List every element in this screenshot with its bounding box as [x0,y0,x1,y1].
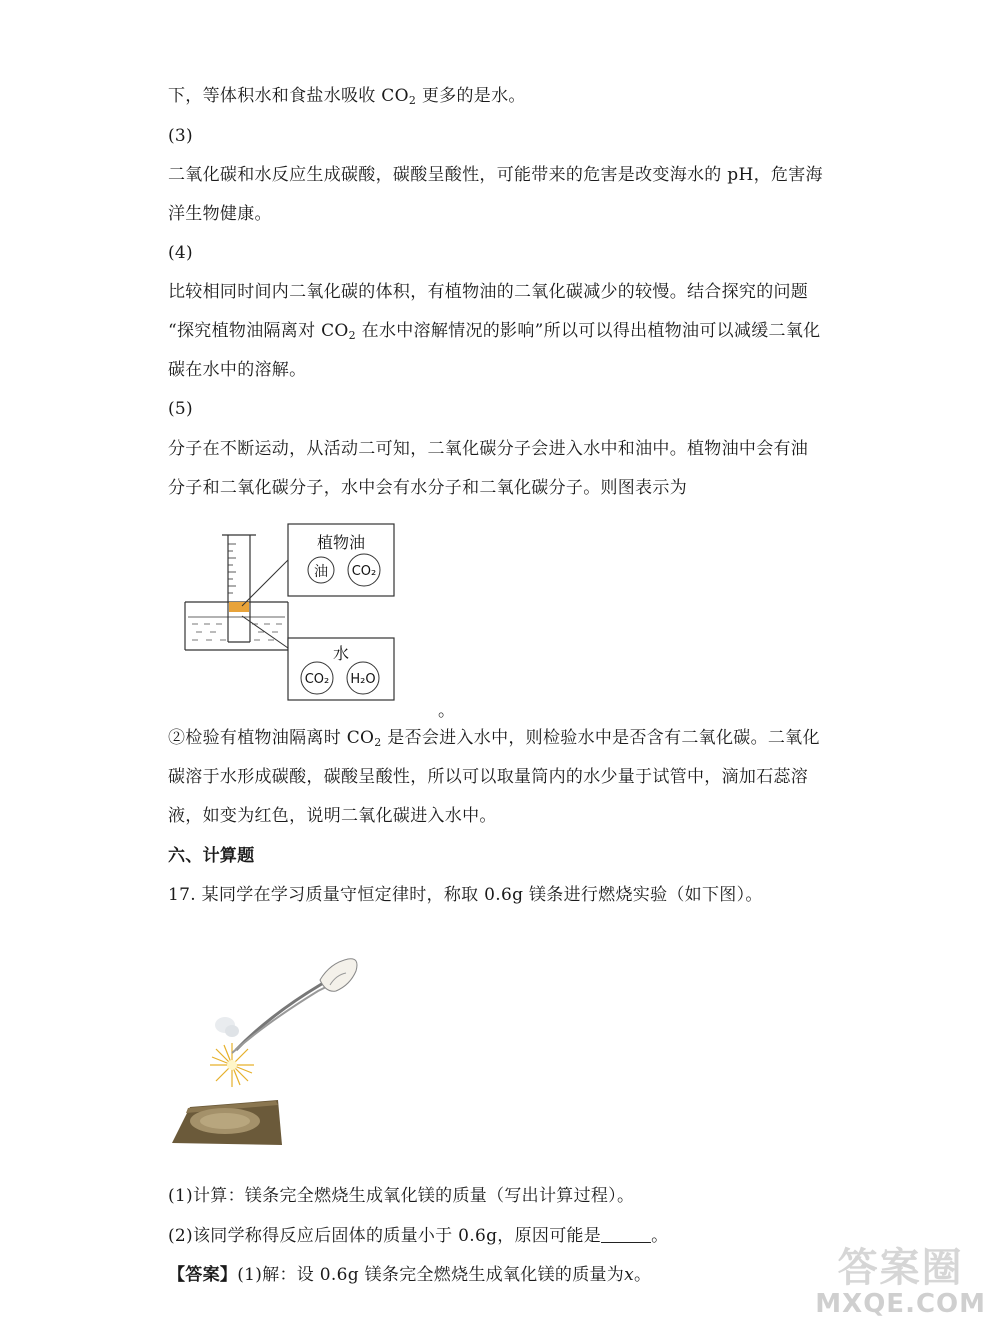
sub-question-2: (2)该同学称得反应后固体的质量小于 0.6g，原因可能是 。 [168,1226,669,1246]
text-line-8: 碳在水中的溶解。 [168,360,307,380]
text-line-5: (4) [168,243,193,263]
water-co2-molecule: CO₂ [304,672,330,687]
hand [320,959,357,992]
text-line-14: 碳溶于水形成碳酸，碳酸呈酸性，所以可以取量筒内的水少量于试管中，滴加石蕊溶 [168,767,809,787]
text-line-3: 二氧化碳和水反应生成碳酸，碳酸呈酸性，可能带来的危害是改变海水的 pH，危害海 [168,165,823,185]
watermark-logo [815,1236,986,1319]
molecule-diagram [180,520,410,705]
text-line-1: 下，等体积水和食盐水吸收 $CO_2$ 更多的是水。 [168,86,526,107]
text-line-4: 洋生物健康。 [168,204,272,224]
oil-title: 植物油 [316,533,366,552]
text-line-9: (5) [168,399,193,419]
water-h2o-molecule: H₂O [350,672,376,687]
text-line-13: ②检验有植物油隔离时 $CO_2$ 是否会进入水中，则检验水中是否含有二氧化碳。二氧化 [168,728,820,749]
question-17: 17. 某同学在学习质量守恒定律时，称取 0.6g 镁条进行燃烧实验（如下图）。 [168,885,763,905]
pointer-line-water [242,616,288,648]
oil-co2-molecule: CO₂ [351,564,377,579]
text-line-7: “探究植物油隔离对 $CO_2$ 在水中溶解情况的影响”所以可以得出植物油可以减缓二氧化 [168,321,821,342]
text-line-6: 比较相同时间内二氧化碳的体积，有植物油的二氧化碳减少的较慢。结合探究的问题 [168,282,809,302]
oil-molecule: 油 [314,564,328,580]
diagram-period: 。 [438,701,456,721]
oil-layer [229,602,249,612]
section-heading: 六、计算题 [168,846,255,866]
watermark-top: 答案圈 [837,1245,964,1291]
answer-blank [601,1226,651,1243]
magnesium-burning-image [170,945,370,1150]
sub-question-1: (1)计算：镁条完全燃烧生成氧化镁的质量（写出计算过程）。 [168,1186,635,1206]
text-line-15: 液，如变为红色，说明二氧化碳进入水中。 [168,806,497,826]
pointer-line-oil [242,560,288,606]
graduated-cylinder [222,535,256,642]
water-title: 水 [332,644,350,663]
watermark-bottom: MXQE.COM [815,1289,986,1319]
water-callout-box [288,638,394,700]
oil-callout-box [288,524,394,596]
answer-line: 【答案】(1)解：设 0.6g 镁条完全燃烧生成氧化镁的质量为x。 [168,1265,652,1285]
text-line-2: (3) [168,126,193,146]
text-line-10: 分子在不断运动，从活动二可知，二氧化碳分子会进入水中和油中。植物油中会有油 [168,439,809,459]
text-line-11: 分子和二氧化碳分子，水中会有水分子和二氧化碳分子。则图表示为 [168,478,687,498]
